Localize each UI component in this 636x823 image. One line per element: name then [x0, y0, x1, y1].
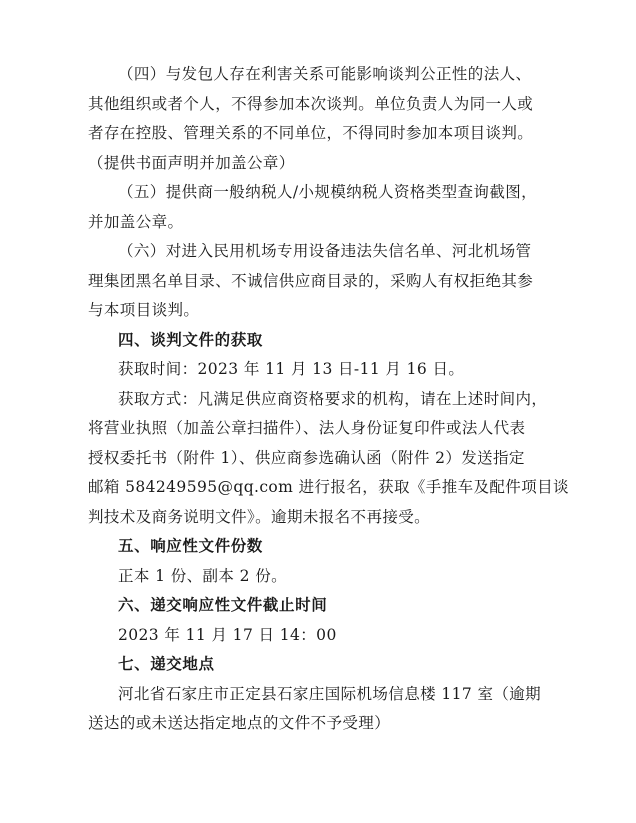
section-heading: 五、响应性文件份数 [118, 537, 263, 555]
text-line: 获取方式：凡满足供应商资格要求的机构，请在上述时间内， [118, 389, 548, 408]
section-heading: 四、谈判文件的获取 [118, 330, 263, 349]
text-line: （六）对进入民用机场专用设备违法失信名单、河北机场管 [118, 242, 532, 260]
text-line: （五）提供商一般纳税人/小规模纳税人资格类型查询截图， [118, 183, 538, 201]
section-heading: 六、递交响应性文件截止时间 [118, 596, 328, 614]
text-line: 授权委托书（附件 1）、供应商参选确认函（附件 2）发送指定 [88, 448, 525, 467]
text-line: 并加盖公章。 [88, 212, 184, 231]
text-line: 正本 1 份、副本 2 份。 [118, 566, 288, 585]
text-line: 将营业执照（加盖公章扫描件）、法人身份证复印件或法人代表 [88, 419, 526, 437]
text-line: 其他组织或者个人，不得参加本次谈判。单位负责人为同一人或 [88, 94, 534, 113]
text-line: （四）与发包人存在利害关系可能影响谈判公正性的法人、 [118, 65, 532, 83]
text-line: 理集团黑名单目录、不诚信供应商目录的，采购人有权拒绝其参 [88, 271, 534, 290]
deadline-line: 2023 年 11 月 17 日 14：00 [118, 625, 337, 644]
text-line: 者存在控股、管理关系的不同单位，不得同时参加本项目谈判。 [88, 124, 534, 142]
text-line: 获取时间：2023 年 11 月 13 日-11 月 16 日。 [118, 360, 465, 378]
text-line: 与本项目谈判。 [88, 301, 200, 319]
email-line: 邮箱 584249595@qq.com 进行报名，获取《手推车及配件项目谈 [88, 478, 569, 496]
text-line: 送达的或未送达指定地点的文件不予受理） [88, 714, 391, 732]
text-line: 判技术及商务说明文件》。逾期未报名不再接受。 [88, 507, 431, 526]
address-line: 河北省石家庄市正定县石家庄国际机场信息楼 117 室（逾期 [118, 684, 542, 703]
text-line: （提供书面声明并加盖公章） [88, 153, 295, 172]
section-heading: 七、递交地点 [118, 655, 215, 673]
